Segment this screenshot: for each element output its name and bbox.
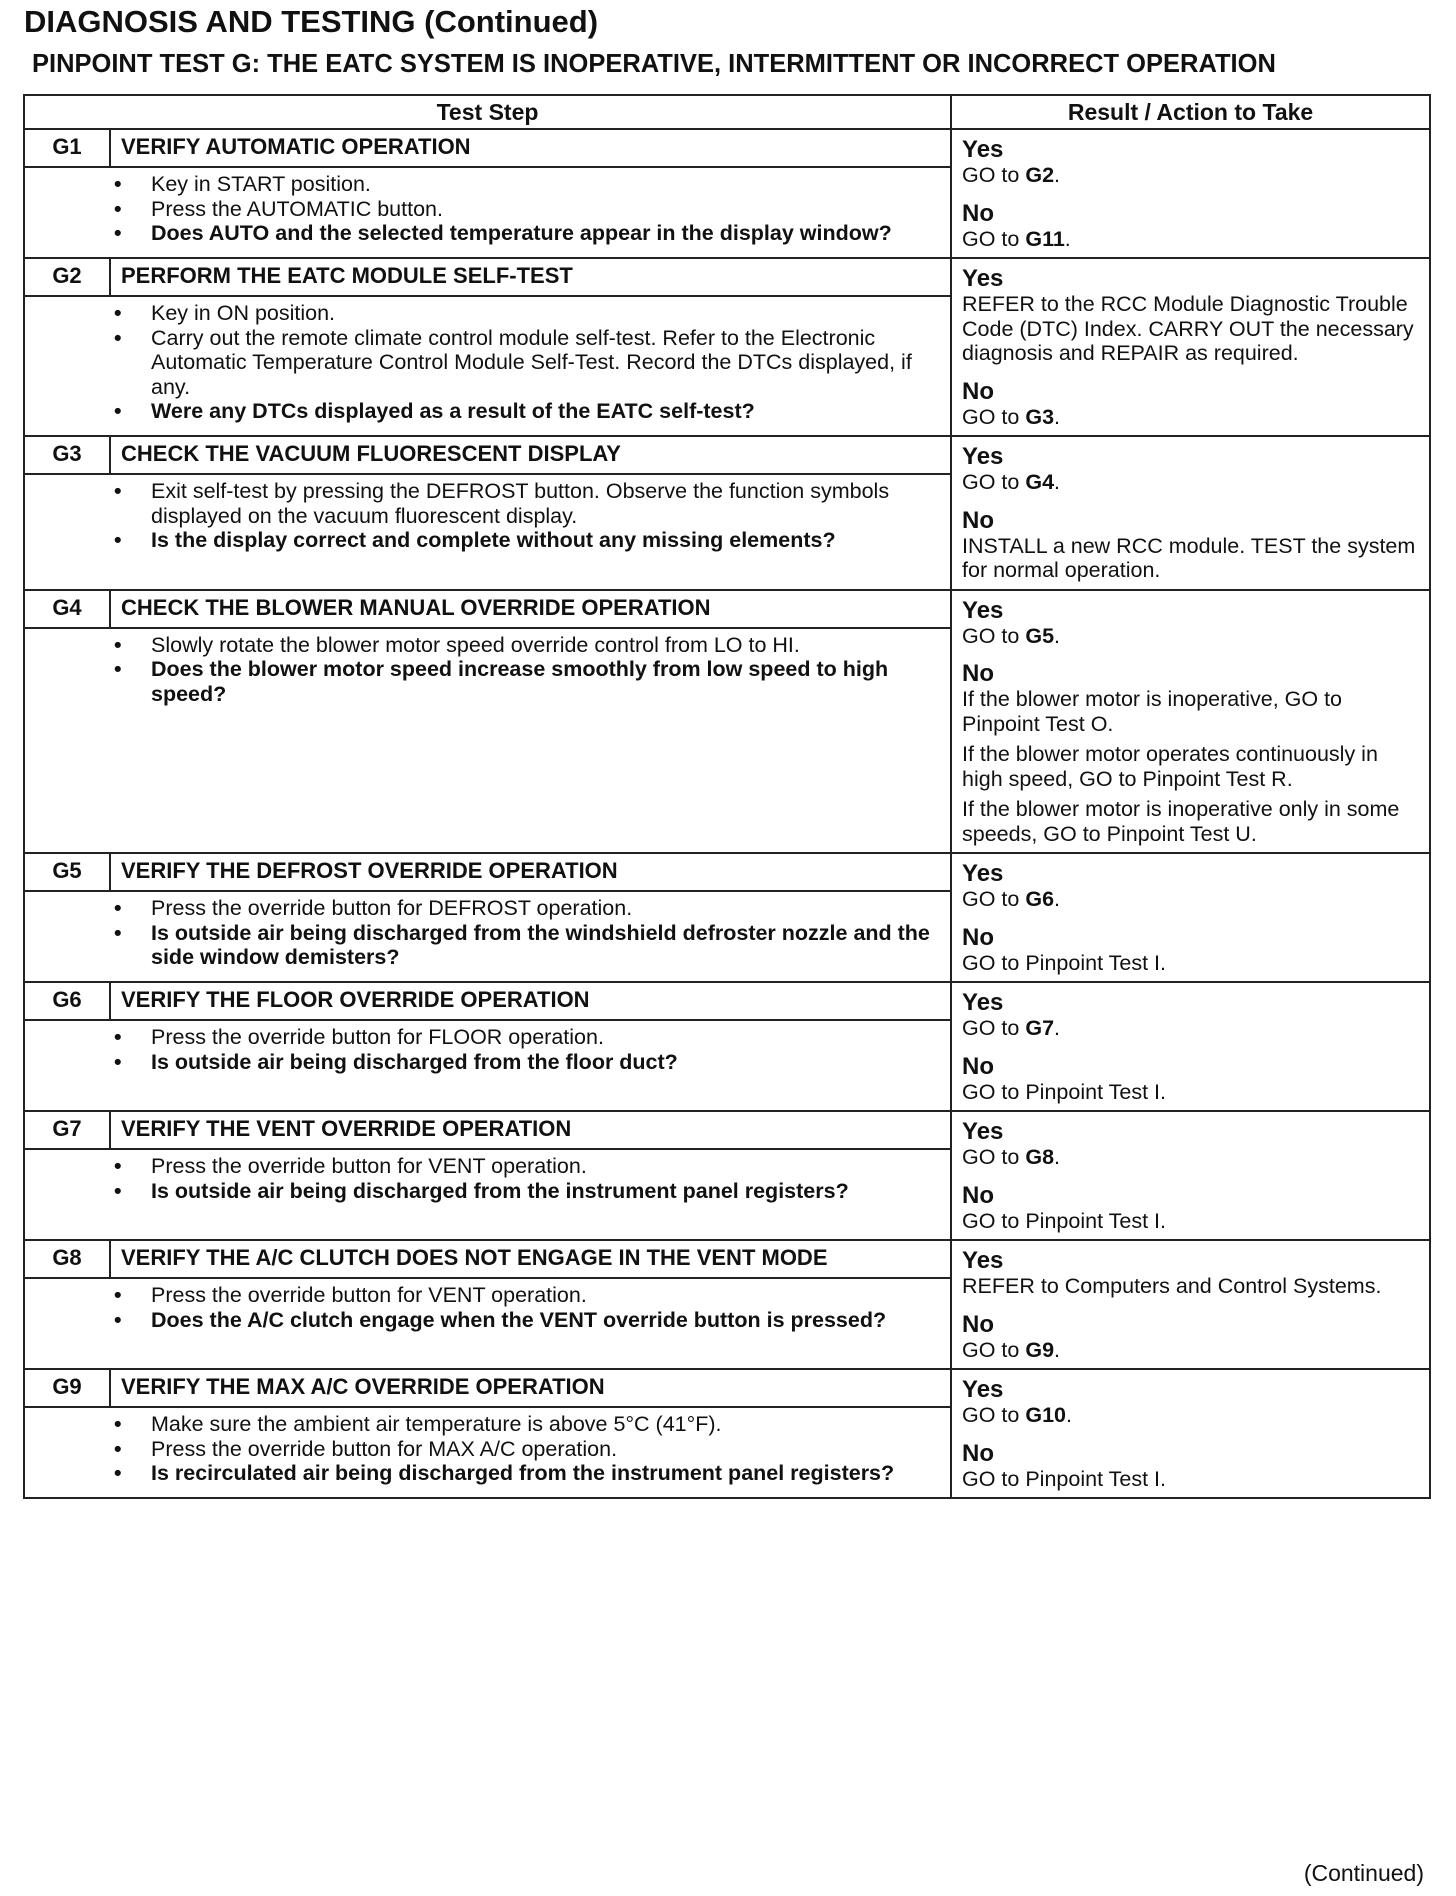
step-id: G2 (24, 258, 110, 296)
step-instructions (24, 474, 951, 590)
step-bullet: • Slowly rotate the blower motor speed override control from LO to HI. (151, 633, 942, 658)
step-question: • Is outside air being discharged from the windshield defroster nozzle and the side window demisters? (151, 921, 942, 970)
yes-action: GO to G2. (962, 163, 1061, 187)
step-bullet: • Carry out the remote climate control module self-test. Refer to the Electronic Automatic Temperature Control Module Self-Test. Record the DTCs displayed, if any. (151, 326, 942, 400)
step-question: • Does the blower motor speed increase smoothly from low speed to high speed? (151, 657, 942, 706)
step-result (951, 1111, 1430, 1240)
yes-action: GO to G7. (962, 1016, 1061, 1040)
step-result (951, 853, 1430, 982)
step-heading-row (24, 1111, 1430, 1149)
step-id: G7 (24, 1111, 110, 1149)
steps-body (24, 129, 1430, 1498)
step-instructions (24, 296, 951, 436)
step-heading-row (24, 436, 1430, 474)
step-heading-row (24, 853, 1430, 891)
step-question: • Is recirculated air being discharged from the instrument panel registers? (151, 1461, 942, 1486)
step-title: VERIFY THE FLOOR OVERRIDE OPERATION (110, 982, 951, 1020)
step-question: • Is the display correct and complete without any missing elements? (151, 528, 942, 553)
step-heading-row (24, 982, 1430, 1020)
step-bullet: • Press the override button for VENT operation. (151, 1154, 942, 1179)
step-bullet: • Press the override button for FLOOR operation. (151, 1025, 942, 1050)
no-label: No (962, 1310, 995, 1338)
no-label: No (962, 506, 995, 534)
pinpoint-test-table (23, 94, 1431, 1499)
step-title: VERIFY THE A/C CLUTCH DOES NOT ENGAGE IN THE VENT MODE (110, 1240, 951, 1278)
yes-action: GO to G10. (962, 1403, 1072, 1427)
yes-label: Yes (962, 1247, 1004, 1274)
yes-label: Yes (962, 265, 1004, 292)
step-instructions (24, 891, 951, 982)
step-instructions (24, 1407, 951, 1498)
step-question: • Does the A/C clutch engage when the VENT override button is pressed? (151, 1308, 942, 1333)
step-result (951, 1369, 1430, 1498)
step-result (951, 982, 1430, 1111)
yes-label: Yes (962, 596, 1004, 624)
yes-action: GO to G8. (962, 1145, 1061, 1169)
continued-note: (Continued) (1303, 1860, 1424, 1886)
step-bullet: • Key in START position. (151, 172, 942, 197)
step-title: VERIFY THE VENT OVERRIDE OPERATION (110, 1111, 951, 1149)
step-heading-row (24, 1240, 1430, 1278)
no-label: No (962, 923, 995, 951)
yes-label: Yes (962, 989, 1004, 1016)
yes-action: GO to G4. (962, 470, 1061, 494)
step-heading-row (24, 1369, 1430, 1407)
step-title: VERIFY THE MAX A/C OVERRIDE OPERATION (110, 1369, 951, 1407)
step-heading-row (24, 129, 1430, 167)
step-instructions (24, 628, 951, 854)
step-bullet: • Press the override button for DEFROST operation. (151, 896, 942, 921)
no-label: No (962, 1181, 995, 1209)
no-action: GO to G11. (962, 226, 1071, 251)
step-heading-row (24, 590, 1430, 628)
no-label: No (962, 199, 995, 227)
step-result (951, 258, 1430, 436)
pinpoint-test-title: PINPOINT TEST G: THE EATC SYSTEM IS INOPERATIVE, INTERMITTENT OR INCORRECT OPERATION (32, 50, 1276, 78)
no-action: GO to Pinpoint Test I. (962, 1079, 1166, 1104)
step-id: G5 (24, 853, 110, 891)
step-title: CHECK THE VACUUM FLUORESCENT DISPLAY (110, 436, 951, 474)
yes-label: Yes (962, 443, 1004, 470)
step-title: PERFORM THE EATC MODULE SELF-TEST (110, 258, 951, 296)
step-bullet: • Press the AUTOMATIC button. (151, 197, 942, 222)
step-result (951, 436, 1430, 590)
step-result (951, 590, 1430, 854)
step-id: G4 (24, 590, 110, 628)
step-bullet: • Press the override button for MAX A/C operation. (151, 1437, 942, 1462)
page-title: DIAGNOSIS AND TESTING (Continued) (24, 4, 599, 39)
step-id: G6 (24, 982, 110, 1020)
no-action: If the blower motor operates continuously in high speed, GO to Pinpoint Test R. (962, 742, 1378, 791)
no-action: GO to Pinpoint Test I. (962, 1208, 1166, 1233)
step-question: • Does AUTO and the selected temperature appear in the display window? (151, 221, 942, 246)
no-action: GO to G9. (962, 1337, 1061, 1362)
step-instructions (24, 167, 951, 258)
no-label: No (962, 1052, 995, 1080)
no-label: No (962, 1439, 995, 1467)
no-action: GO to Pinpoint Test I. (962, 950, 1166, 975)
step-title: VERIFY AUTOMATIC OPERATION (110, 129, 951, 167)
no-label: No (962, 660, 995, 687)
yes-label: Yes (962, 860, 1004, 887)
step-title: CHECK THE BLOWER MANUAL OVERRIDE OPERATION (110, 590, 951, 628)
no-action: If the blower motor is inoperative only in some speeds, GO to Pinpoint Test U. (962, 797, 1400, 846)
no-action: If the blower motor is inoperative, GO to Pinpoint Test O. (962, 687, 1343, 736)
step-instructions (24, 1278, 951, 1369)
no-action: GO to G3. (962, 404, 1061, 429)
no-label: No (962, 377, 995, 405)
yes-label: Yes (962, 1118, 1004, 1145)
step-bullet: • Key in ON position. (151, 301, 942, 326)
step-id: G3 (24, 436, 110, 474)
step-instructions (24, 1020, 951, 1111)
test-step-header: Test Step (24, 95, 951, 129)
step-id: G8 (24, 1240, 110, 1278)
yes-action: GO to G6. (962, 887, 1061, 911)
no-action: INSTALL a new RCC module. TEST the system for normal operation. (962, 533, 1416, 582)
yes-label: Yes (962, 1376, 1004, 1403)
step-question: • Is outside air being discharged from the floor duct? (151, 1050, 942, 1075)
step-heading-row (24, 258, 1430, 296)
step-result (951, 129, 1430, 258)
yes-label: Yes (962, 136, 1004, 163)
step-id: G9 (24, 1369, 110, 1407)
no-action: GO to Pinpoint Test I. (962, 1466, 1166, 1491)
step-question: • Were any DTCs displayed as a result of the EATC self-test? (151, 399, 942, 424)
step-result (951, 1240, 1430, 1369)
yes-action: REFER to the RCC Module Diagnostic Trouble Code (DTC) Index. CARRY OUT the necessary diagnosis and REPAIR as required. (962, 292, 1414, 365)
step-bullet: • Exit self-test by pressing the DEFROST button. Observe the function symbols displayed on the vacuum fluorescent display. (151, 479, 942, 528)
table-header-row (24, 95, 1430, 129)
step-id: G1 (24, 129, 110, 167)
step-instructions (24, 1149, 951, 1240)
yes-action: REFER to Computers and Control Systems. (962, 1274, 1382, 1298)
yes-action: GO to G5. (962, 623, 1061, 648)
step-question: • Is outside air being discharged from the instrument panel registers? (151, 1179, 942, 1204)
result-header: Result / Action to Take (951, 95, 1430, 129)
step-bullet: • Make sure the ambient air temperature is above 5°C (41°F). (151, 1412, 942, 1437)
step-title: VERIFY THE DEFROST OVERRIDE OPERATION (110, 853, 951, 891)
step-bullet: • Press the override button for VENT operation. (151, 1283, 942, 1308)
